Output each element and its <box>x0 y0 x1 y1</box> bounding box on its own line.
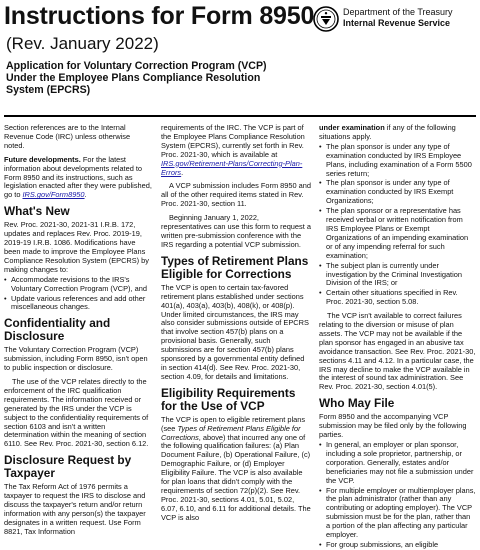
plan-types-paragraph: The VCP is open to certain tax-favored retirement plans established under sections 401(a), 403(a), 403(b), 408(k), or 408(p). Under limited circumstances, the IRS may also consider submissions outside of EPCRS that involve section 457(b) plans on a provisional basis. Generally, such submissions are for section 457(b) plans sponsored by a governmental entity defined in section 414(d). See Rev. Proc. 2021-30, section 4.09, for details and limitations. <box>161 282 309 381</box>
eligibility-heading: Eligibility Requirements for the Use of VCP <box>161 385 296 413</box>
who-may-file-heading: Who May File <box>319 396 395 411</box>
pre-submission-paragraph: Beginning January 1, 2022, representatives can use this form to request a written pre-submission conference with the IRS regarding a potential VCP submission. <box>161 213 311 249</box>
who-may-file-paragraph: Form 8950 and the accompanying VCP submission may be filed only by the following parties. <box>319 412 467 440</box>
exam-bullet-2: • The plan sponsor is under any type of examination conducted by IRS Exempt Organizations; <box>319 179 476 206</box>
disclosure-heading: Disclosure Request by Taxpayer <box>4 453 132 481</box>
agency-department: Department of the Treasury <box>343 7 453 17</box>
vcp-intro-paragraph <box>161 124 311 177</box>
abuse-paragraph: The VCP isn't available to correct failures relating to the diversion or misuse of plan assets. The VCP may not be available if the plan sponsor has engaged in an abusive tax avoidance transaction. See Rev. Proc. 2021-30, sections 4.11 and 4.12. In a particular case, the IRS may decline to make the VCP available in the interest of sound tax administration. See Rev. Proc. 2021-30, section 4.01(5). <box>319 311 476 392</box>
future-developments-end: . <box>84 190 87 200</box>
agency-block <box>343 7 453 29</box>
whats-new-bullet-1: • Accommodate revisions to the IRS's Voluntary Correction Program (VCP), and <box>4 276 152 294</box>
form-subtitle: Application for Voluntary Correction Program (VCP) Under the Employee Plans Compliance Resolution System (EPCRS) <box>6 60 267 96</box>
intro-paragraph: Section references are to the Internal Revenue Code (IRC) unless otherwise noted. <box>4 123 131 150</box>
eligibility-text-1: The VCP is open to eligible retirement plans (see <box>161 414 306 433</box>
revision-date: (Rev. January 2022) <box>6 34 159 53</box>
eligibility-text-2: , above) that incurred any one of the following qualification failures: (a) Plan Document Failure, (b) Operational Failure, (c) Demographic Failure, or (d) Employer Eligibility Failure. The VCP is also available for plan loans that didn't comply with the requirements of section 72(p)(2). See Rev. Proc. 2021-30, sections 4.01, 5.01, 5.02, 6.07, 6.10, and 6.11 for additional details. The VCP is also <box>161 432 311 522</box>
exam-bullet-5: • Certain other situations specified in Rev. Proc. 2021-30, section 5.08. <box>319 289 476 307</box>
future-developments-text: For the latest information about developments related to Form 8950 and its instructions, such as legislation enacted after they were published, go to <box>4 154 152 200</box>
exam-bullet-1: • The plan sponsor is under any type of examination conducted by IRS Employee Plans, including examination of a Form 5500 series return; <box>319 143 476 179</box>
under-exam-paragraph <box>319 124 476 142</box>
who-bullet-2: • For multiple employer or multiemployer plans, the plan administrator (rather than any contributing or adopting employer). The VCP submission must be for the plan, rather than a portion of the plan affecting any particular employer. <box>319 487 476 540</box>
disclosure-paragraph: The Tax Reform Act of 1976 permits a taxpayer to request the IRS to disclose and discuss the taxpayer's return and/or return information with any person(s) the taxpayer designates in a written request. Use Form 8821, Tax Information <box>4 482 146 536</box>
exam-bullet-4: • The subject plan is currently under investigation by the Criminal Investigation Division of the IRS; or <box>319 262 476 289</box>
under-exam-lead: under examination <box>319 123 385 132</box>
whats-new-bullet-2: • Update various references and add other miscellaneous changes. <box>4 295 152 313</box>
confidentiality-paragraph-1: The Voluntary Correction Program (VCP) submission, including Form 8950, isn't open to public inspection or disclosure. <box>4 345 148 373</box>
under-exam-text: if any of the following situations apply. <box>319 123 456 141</box>
future-developments-lead: Future developments. <box>4 154 81 164</box>
vcp-submission-paragraph: A VCP submission includes Form 8950 and all of the other required items stated in Rev. Proc. 2021-30, section 11. <box>161 181 312 209</box>
vcp-intro-text: requirements of the IRC. The VCP is part of the Employee Plans Compliance Resolution System (EPCRS), currently set forth in Rev. Proc. 2021-30, which is available at <box>161 123 305 159</box>
correcting-plan-errors-link[interactable]: IRS.gov/Retirement-Plans/Correcting-Plan-Errors <box>161 158 303 177</box>
form8950-link[interactable]: IRS.gov/Form8950 <box>22 190 85 200</box>
confidentiality-paragraph-2: The use of the VCP relates directly to the enforcement of the IRC qualification requirements. The information received or generated by the IRS under the VCP is subject to the confidentiality requirements of section 6103 and isn't a written determination within the meaning of section 6110. See Rev. Proc. 2021-30, section 6.12. <box>4 377 149 449</box>
exam-bullet-3: • The plan sponsor or a representative has received verbal or written notification from IRS Employee Plans or Exempt Organizations of an impending examination or of any impending referral for such examination; <box>319 207 476 260</box>
who-bullet-3: • For group submissions, an eligible <box>319 541 476 550</box>
vcp-intro-end: . <box>181 167 184 177</box>
whats-new-heading: What's New <box>4 204 70 219</box>
column-1 <box>4 123 152 536</box>
header-rule <box>4 115 476 117</box>
agency-irs: Internal Revenue Service <box>343 18 451 28</box>
eligibility-paragraph <box>161 416 311 523</box>
whats-new-paragraph: Rev. Proc. 2021-30, 2021-31 I.R.B. 172, updates and replaces Rev. Proc. 2019-19, 2019-19 I.R.B. 1086. Modifications have been made to improve the Employee Plans Compliance Resolution System (EPCRS) by making changes to: <box>4 220 149 274</box>
confidentiality-heading: Confidentiality and Disclosure <box>4 316 111 344</box>
who-bullet-1: • In general, an employer or plan sponsor, including a sole proprietor, partnership, or corporation. Generally, estates and/or beneficiaries may not file a submission under the VCP. <box>319 441 476 486</box>
column-2 <box>161 123 312 522</box>
column-3 <box>319 123 476 549</box>
plan-types-heading: Types of Retirement Plans Eligible for Corrections <box>161 253 309 281</box>
eligibility-crossref: Types of Retirement Plans Eligible for Corrections <box>161 423 301 442</box>
document-title: Instructions for Form 8950 <box>4 2 315 30</box>
treasury-seal-icon <box>313 6 339 32</box>
future-developments-paragraph <box>4 156 152 201</box>
